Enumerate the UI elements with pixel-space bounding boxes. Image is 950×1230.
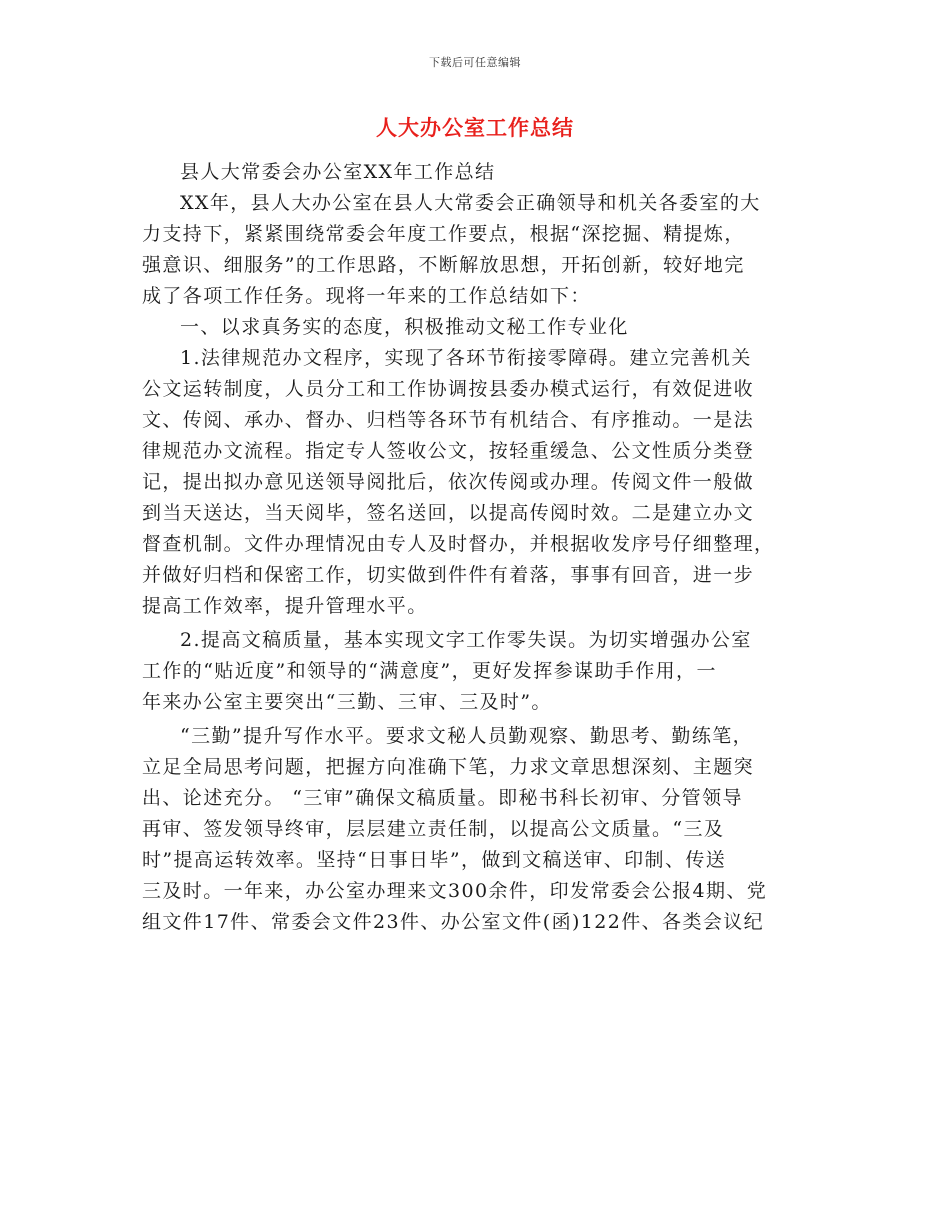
text-line: 1.法律规范办文程序，实现了各环节衔接零障碍。建立完善机关 (180, 347, 752, 369)
text-line: 成了各项工作任务。现将一年来的工作总结如下： (142, 285, 591, 307)
text-line: 工作的“贴近度”和领导的“满意度”，更好发挥参谋助手作用，一 (142, 660, 717, 682)
text-line: 立足全局思考问题，把握方向准确下笔，力求文章思想深刻、主题突 (142, 756, 755, 778)
header-note: 下载后可任意编辑 (429, 56, 521, 69)
text-line: 2.提高文稿质量，基本实现文字工作零失误。为切实增强办公室 (180, 629, 752, 651)
section-heading (142, 312, 810, 343)
item3-paragraph (142, 721, 810, 938)
text-line: 律规范办文流程。指定专人签收公文，按轻重缓急、公文性质分类登 (142, 440, 755, 462)
text-line: 年来办公室主要突出“三勤、三审、三及时”。 (142, 691, 552, 713)
section-heading-text: 一、以求真务实的态度，积极推动文秘工作专业化 (180, 316, 629, 338)
text-line: 三及时。一年来，办公室办理来文300余件，印发常委会公报4期、党 (142, 880, 768, 902)
item1-paragraph (142, 343, 810, 622)
document-title: 人大办公室工作总结 (376, 115, 574, 140)
text-line: 提高工作效率，提升管理水平。 (142, 595, 428, 617)
text-line: 并做好归档和保密工作，切实做到件件有着落，事事有回音，进一步 (142, 564, 755, 586)
text-line: 强意识、细服务”的工作思路，不断解放思想，开拓创新，较好地完 (142, 254, 745, 276)
item2-paragraph (142, 625, 810, 718)
text-line: 再审、签发领导终审，层层建立责任制，以提高公文质量。“三及 (142, 818, 725, 840)
text-line: “三勤”提升写作水平。要求文秘人员勤观察、勤思考、勤练笔， (180, 725, 754, 747)
text-line: 组文件17件、常委会文件23件、办公室文件(函)122件、各类会议纪 (142, 911, 765, 933)
text-line: XX年，县人大办公室在县人大常委会正确领导和机关各委室的大 (180, 192, 761, 214)
intro-paragraph (142, 188, 810, 312)
document-body (142, 157, 810, 938)
subtitle-text: 县人大常委会办公室XX年工作总结 (180, 161, 496, 183)
text-line: 记，提出拟办意见送领导阅批后，依次传阅或办理。传阅文件一般做 (142, 471, 755, 493)
text-line: 公文运转制度，人员分工和工作协调按县委办模式运行，有效促进收 (142, 378, 755, 400)
text-line: 督查机制。文件办理情况由专人及时督办，并根据收发序号仔细整理， (142, 533, 775, 555)
text-line: 到当天送达，当天阅毕，签名送回，以提高传阅时效。二是建立办文 (142, 502, 755, 524)
text-line: 时”提高运转效率。坚持“日事日毕”，做到文稿送审、印制、传送 (142, 849, 727, 871)
subtitle (142, 157, 810, 188)
text-line: 力支持下，紧紧围绕常委会年度工作要点，根据“深挖掘、精提炼， (142, 223, 745, 245)
text-line: 出、论述充分。 “三审”确保文稿质量。即秘书科长初审、分管领导 (142, 787, 743, 809)
text-line: 文、传阅、承办、督办、归档等各环节有机结合、有序推动。一是法 (142, 409, 755, 431)
